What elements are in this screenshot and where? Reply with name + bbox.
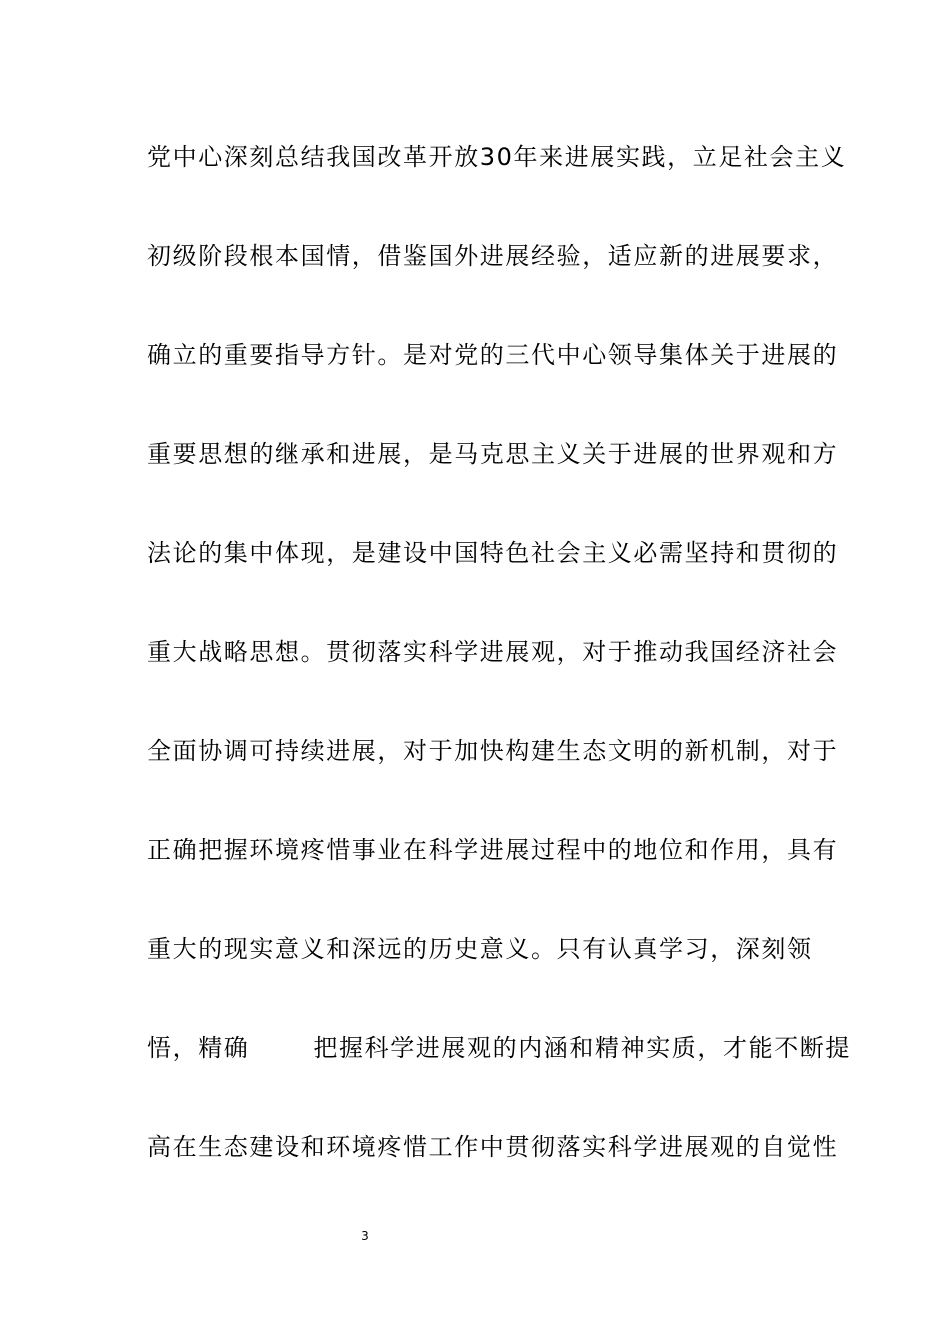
text-line: 重要思想的继承和进展，是马克思主义关于进展的世界观和方 <box>147 440 839 468</box>
text-line <box>147 1018 852 1117</box>
text-line: 法论的集中体现，是建设中国特色社会主义必需坚持和贯彻的 <box>147 539 839 567</box>
text-line: 确立的重要指导方针。是对党的三代中心领导集体关于进展的 <box>147 341 839 369</box>
text-line: 高在生态建设和环境疼惜工作中贯彻落实科学进展观的自觉性 <box>147 1133 839 1161</box>
text-fragment: 把握科学进展观的内涵和精神实质，才能不断提 <box>313 1034 852 1062</box>
text-line: 正确把握环境疼惜事业在科学进展过程中的地位和作用，具有 <box>147 836 839 864</box>
text-fragment: 悟，精确 <box>147 1034 250 1062</box>
text-line: 重大的现实意义和深远的历史意义。只有认真学习，深刻领 <box>147 935 813 963</box>
text-line: 初级阶段根本国情，借鉴国外进展经验，适应新的进展要求， <box>147 242 839 270</box>
body-text <box>147 127 852 1216</box>
text-line: 重大战略思想。贯彻落实科学进展观，对于推动我国经济社会 <box>147 638 839 666</box>
page-number: 3 <box>361 1229 369 1243</box>
text-line: 党中心深刻总结我国改革开放30年来进展实践，立足社会主义 <box>147 143 847 171</box>
text-line: 全面协调可持续进展，对于加快构建生态文明的新机制，对于 <box>147 737 839 765</box>
